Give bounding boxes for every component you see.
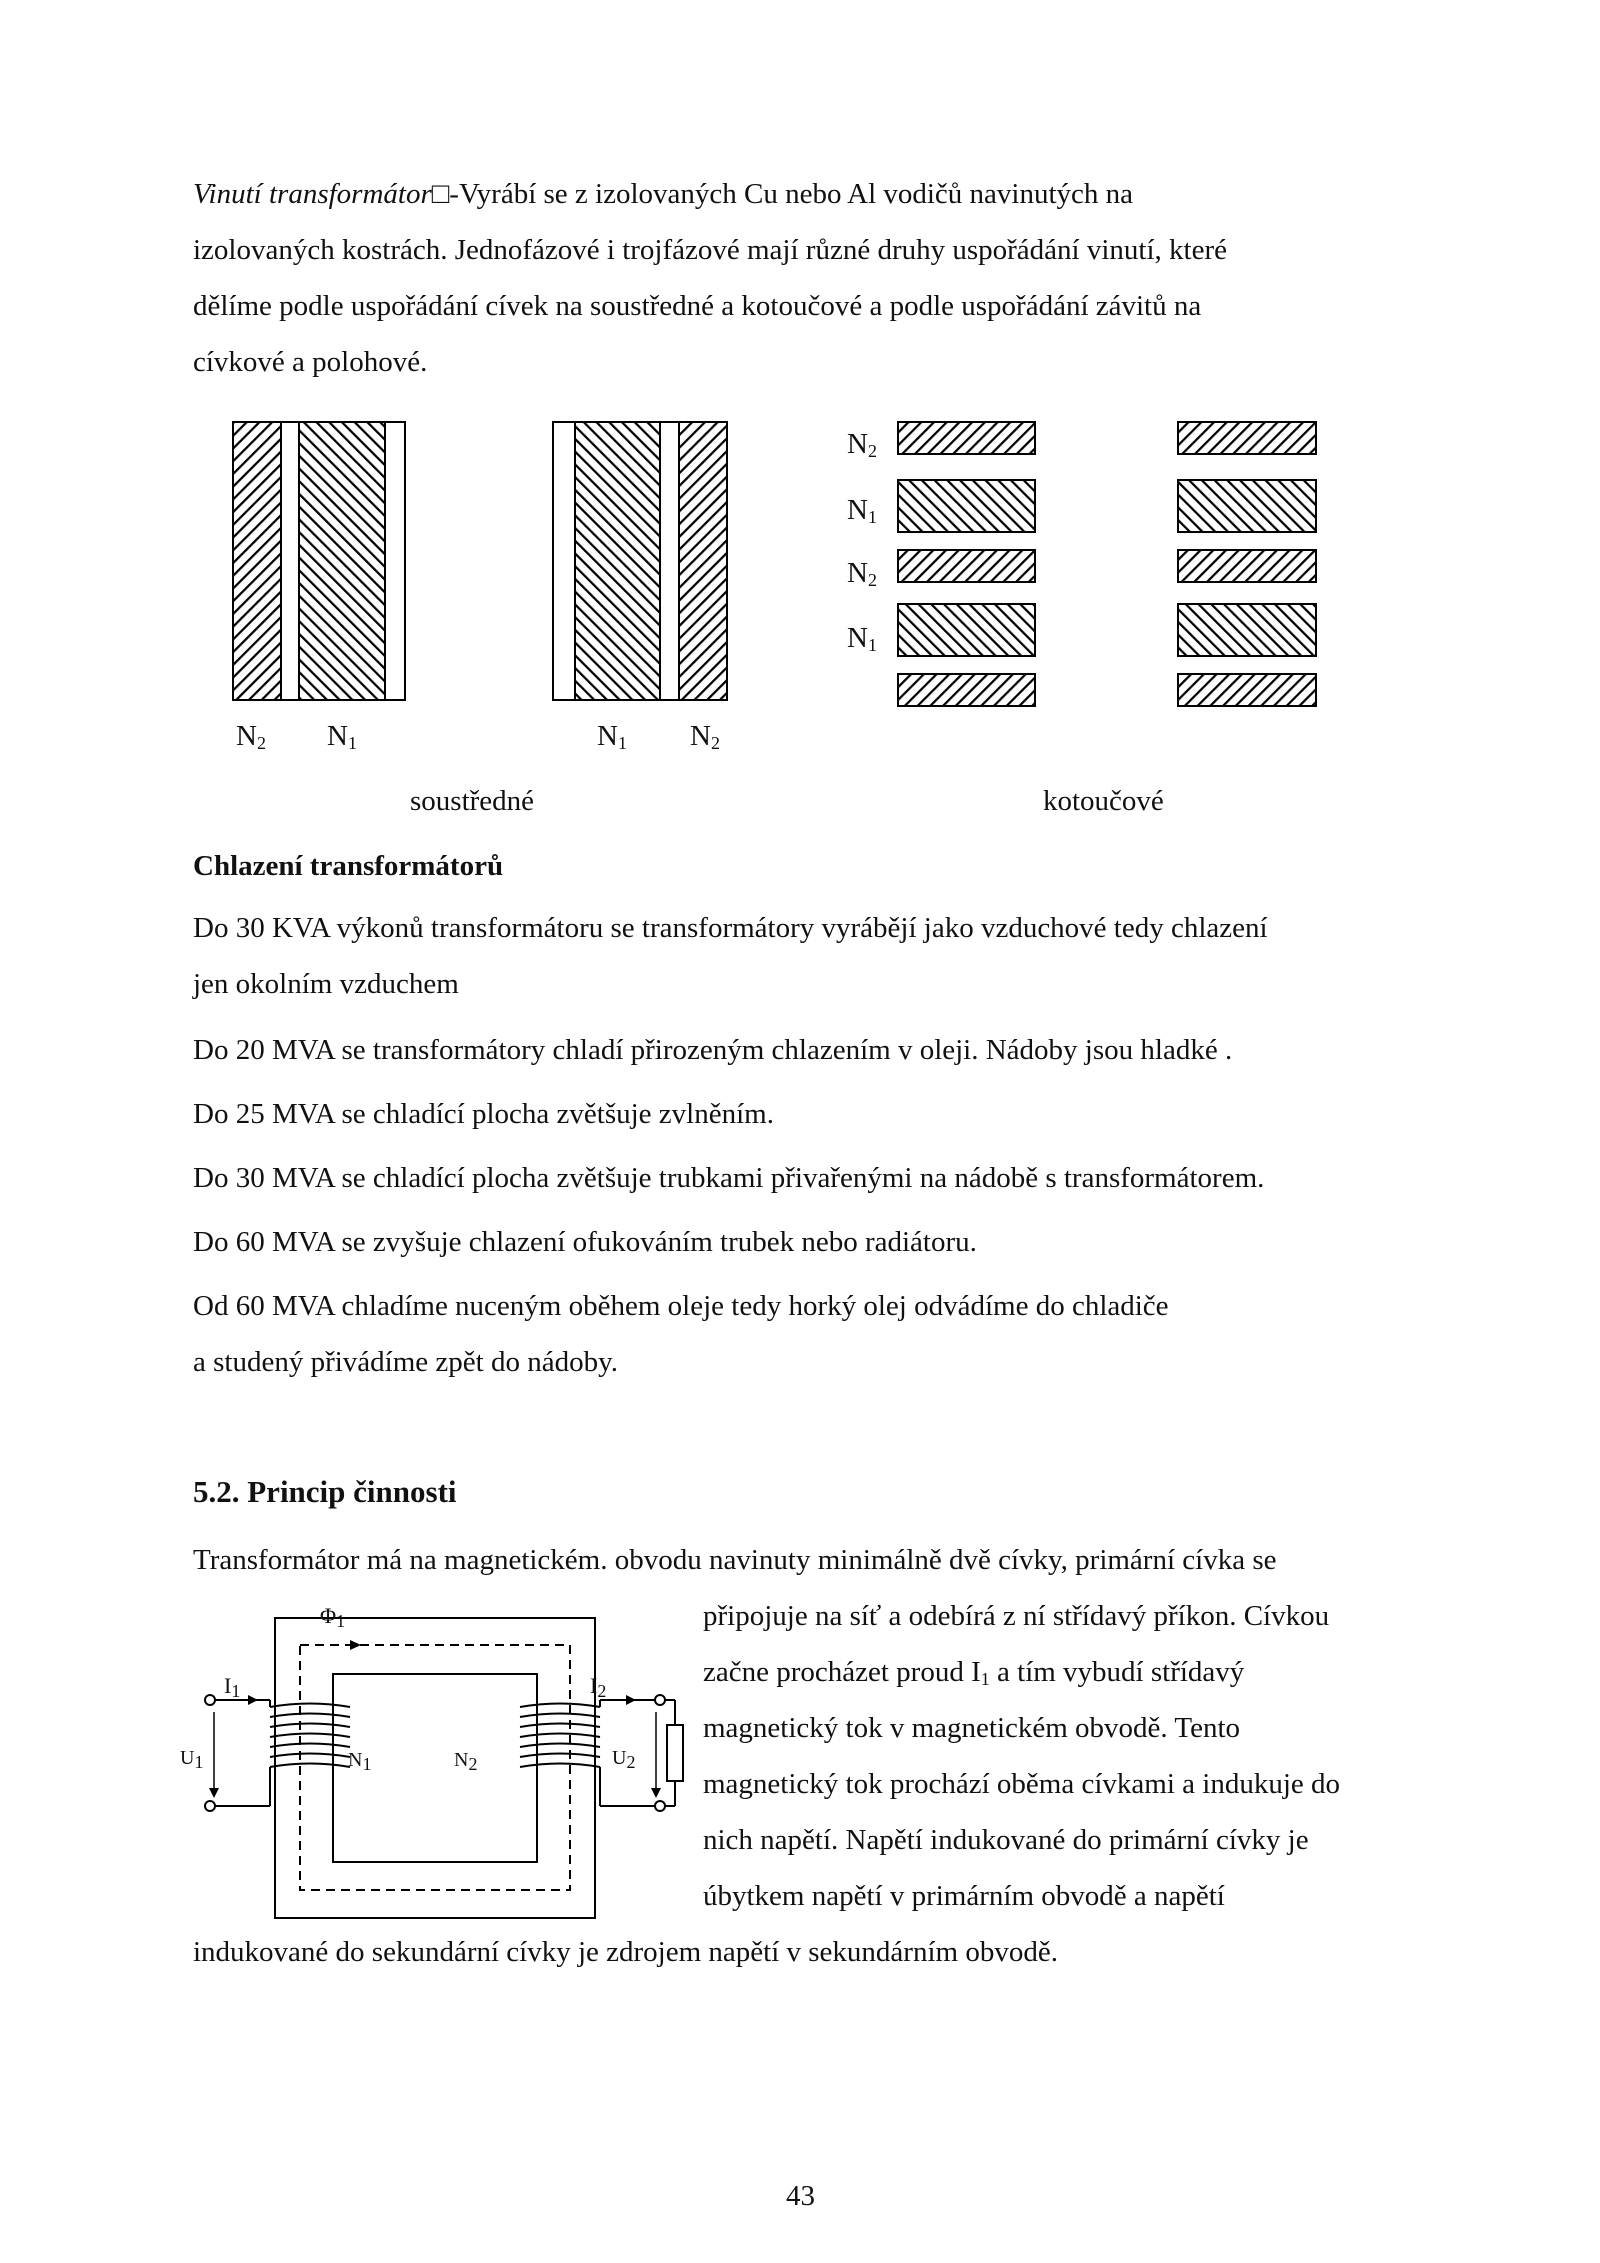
cooling-line-1: Do 30 KVA výkonů transformátoru se transformátory vyrábějí jako vzduchové tedy chlazení xyxy=(193,912,1268,944)
disc-n2 xyxy=(1178,422,1316,454)
label-disc-2: $N_1$ xyxy=(847,494,877,527)
section-last-line: indukované do sekundární cívky je zdrojem napětí v sekundárním obvodě. xyxy=(193,1936,1058,1968)
disc-n1 xyxy=(1178,604,1316,656)
section-wrap-line-3: magnetický tok v magnetickém obvodě. Tento xyxy=(703,1712,1241,1744)
cooling-line-7: Od 60 MVA chladíme nuceným oběhem oleje tedy horký olej odvádíme do chladiče xyxy=(193,1290,1169,1322)
label-conc2-n2: $N_2$ xyxy=(690,720,720,753)
u2-arrow-head xyxy=(651,1788,661,1798)
flux-arrow xyxy=(350,1640,361,1650)
disc-n2 xyxy=(898,550,1035,582)
intro-line-1 xyxy=(193,166,1133,222)
cooling-heading: Chlazení transformátorů xyxy=(193,850,504,882)
caption-disc: kotoučové xyxy=(1043,785,1164,817)
intro-line-4: cívkové a polohové. xyxy=(193,346,428,378)
section-wrap-line-4: magnetický tok prochází oběma cívkami a indukuje do xyxy=(703,1768,1340,1800)
i2-label: $I_2$ xyxy=(590,1673,607,1701)
disc-winding-2 xyxy=(1178,422,1316,706)
label-disc-3: $N_2$ xyxy=(847,557,877,590)
u2-label: $U_2$ xyxy=(612,1747,636,1772)
intro-line-2: izolovaných kostrách. Jednofázové i trojfázové mají různé druhy uspořádání vinutí, které xyxy=(193,234,1227,266)
disc-n2 xyxy=(1178,550,1316,582)
inner-coil-n1 xyxy=(299,422,385,700)
label-disc-1: $N_2$ xyxy=(847,428,877,461)
intro-line-1-text: -Vyrábí se z izolovaných Cu nebo Al vodičů navinutých na xyxy=(449,178,1134,210)
i1-label: $I_1$ xyxy=(224,1673,241,1701)
flux-path xyxy=(300,1645,570,1890)
u1-label: $U_1$ xyxy=(180,1747,204,1772)
cooling-line-6: Do 60 MVA se zvyšuje chlazení ofukováním trubek nebo radiátoru. xyxy=(193,1226,977,1258)
cooling-line-4: Do 25 MVA se chladící plocha zvětšuje zvlněním. xyxy=(193,1098,774,1130)
secondary-coil xyxy=(520,1704,600,1768)
cooling-line-5: Do 30 MVA se chladící plocha zvětšuje trubkami přivařenými na nádobě s transformátorem. xyxy=(193,1162,1265,1194)
i2-arrow xyxy=(626,1695,636,1705)
magnetic-core xyxy=(275,1618,595,1918)
disc-n2 xyxy=(1178,674,1316,706)
winding-arrangement-figure xyxy=(0,400,1600,740)
disc-n1 xyxy=(898,480,1035,532)
disc-winding-1 xyxy=(898,422,1035,706)
section-wrap-line-2: začne procházet proud $I_1$ a tím vybudí střídavý xyxy=(703,1656,1245,1689)
page-number: 43 xyxy=(786,2180,815,2212)
cooling-line-3: Do 20 MVA se transformátory chladí přirozeným chlazením v oleji. Nádoby jsou hladké . xyxy=(193,1034,1233,1066)
section-line-1: Transformátor má na magnetickém. obvodu navinuty minimálně dvě cívky, primární cívka se xyxy=(193,1544,1277,1576)
n2-label: $N_2$ xyxy=(454,1749,478,1774)
primary-coil xyxy=(270,1704,350,1768)
label-conc2-n1: $N_1$ xyxy=(597,720,627,753)
flux-label: $\Phi_1$ xyxy=(320,1603,346,1631)
label-conc1-n1: $N_1$ xyxy=(327,720,357,753)
missing-glyph-marker: □ xyxy=(431,178,450,210)
disc-n2 xyxy=(898,422,1035,454)
section-wrap-line-1: připojuje na síť a odebírá z ní střídavý příkon. Cívkou xyxy=(703,1600,1330,1632)
caption-concentric: soustředné xyxy=(410,785,535,817)
section-wrap-line-5: nich napětí. Napětí indukované do primární cívky je xyxy=(703,1824,1309,1856)
section-wrap-line-6: úbytkem napětí v primárním obvodě a napětí xyxy=(703,1880,1225,1912)
label-conc1-n2: $N_2$ xyxy=(236,720,266,753)
intro-line-3: dělíme podle uspořádání cívek na soustředné a kotoučové a podle uspořádání závitů na xyxy=(193,290,1202,322)
disc-n1 xyxy=(1178,480,1316,532)
disc-n1 xyxy=(898,604,1035,656)
intro-term: Vinutí transformátor xyxy=(193,178,432,210)
cooling-line-2: jen okolním vzduchem xyxy=(193,968,459,1000)
disc-n2 xyxy=(898,674,1035,706)
outer-coil-n2 xyxy=(679,422,727,700)
cooling-line-8: a studený přivádíme zpět do nádoby. xyxy=(193,1346,618,1378)
i1-arrow xyxy=(248,1695,258,1705)
concentric-winding-1 xyxy=(233,422,405,700)
label-disc-4: $N_1$ xyxy=(847,622,877,655)
concentric-winding-2 xyxy=(553,422,727,700)
load-resistor xyxy=(667,1725,683,1781)
n1-label: $N_1$ xyxy=(348,1749,372,1774)
section-heading: 5.2. Princip činnosti xyxy=(193,1474,457,1509)
inner-coil-n1 xyxy=(575,422,660,700)
u1-arrow-head xyxy=(209,1788,219,1798)
outer-coil-n2 xyxy=(233,422,281,700)
